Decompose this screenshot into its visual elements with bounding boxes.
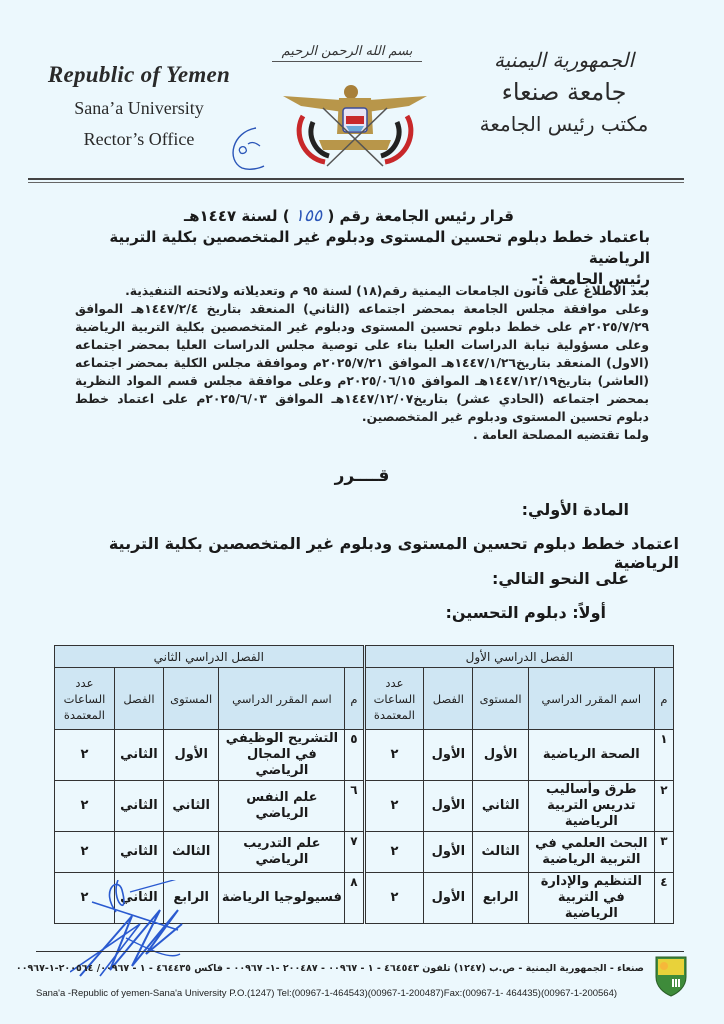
course-number: ٧ [345, 832, 364, 873]
course-semester: الثاني [114, 873, 163, 924]
arabic-letterhead [444, 48, 684, 136]
course-name: التنظيم والإدارة في التربية الرياضية [528, 873, 654, 924]
handwritten-circle-icon [224, 122, 268, 172]
column-header: اسم المقرر الدراسي [528, 668, 654, 730]
article-title: المادة الأولي: [521, 500, 629, 519]
course-name: التشريح الوظيفي في المجال الرياضي [219, 730, 345, 781]
course-level: الرابع [163, 873, 218, 924]
office-name-ar: مكتب رئيس الجامعة [479, 112, 649, 136]
course-level: الثاني [473, 781, 528, 832]
course-level: الأول [473, 730, 528, 781]
preamble-paragraph: وعلى موافقة مجلس الجامعة بمحضر اجتماعه (الثاني) المنعقد بتاريخ ١٤٤٧/٢/٤هـ الموافق ٢٠٢٥/٧/٢٩م على خطط دبلوم تحسين المستوى ودبلوم غير المتخصصين بكلية التربية الرياضية وعلى مسؤولية نيابة الدراسات العليا بناء على توصية مجلس الدراسات العليا بمحضر اجتماعه (الاول) المنعقد بتاريخ١٤٤٧/١/٢٦هـ الموافق ٢٠٢٥/٧/٢١م وموافقة مجلس الكلية بمحضر اجتماعه (العاشر) بتاريخ١٤٤٧/١٢/١٩هـ الموافق ٢٠٢٥/٠٦/١٥م وعلى موافقة مجلس قسم المواد النظرية بمحضر اجتماعه (الحادي عشر) بتاريخ١٤٤٧/١٢/٠٧هـ الموافق ٢٠٢٥/٦/٠٣م على اعتماد خطط دبلوم تحسين المستوى ودبلوم غير المتخصصين. [75, 302, 650, 424]
course-semester: الأول [424, 832, 473, 873]
course-level: الثالث [473, 832, 528, 873]
header-divider [28, 178, 684, 180]
university-logo-icon [654, 955, 688, 997]
decision-issuer: رئيس الجامعة :- [531, 270, 650, 288]
semester-header-first: الفصل الدراسي الأول [364, 646, 673, 668]
table-row [55, 730, 674, 781]
course-level: الثالث [163, 832, 218, 873]
column-header: عدد الساعات المعتمدة [55, 668, 115, 730]
table-row [55, 781, 674, 832]
university-name-ar: جامعة صنعاء [501, 78, 627, 106]
column-header: عدد الساعات المعتمدة [364, 668, 424, 730]
basmala: بسم الله الرحمن الرحيم [272, 44, 422, 62]
office-name-en: Rector’s Office [83, 129, 195, 149]
country-name-ar: الجمهورية اليمنية [493, 48, 635, 72]
decree-heading: قــــرر [334, 466, 390, 486]
footer-address-en: Sana'a -Republic of yemen-Sana'a University P.O.(1247) Tel:(00967-1-464543)(00967-1-200487)Fax:(00967-1- 464435)(00967-1-200564) [36, 988, 618, 999]
country-name-en: Republic of Yemen [47, 62, 231, 87]
decision-title-block [64, 206, 664, 290]
article-text: اعتماد خطط دبلوم تحسين المستوى ودبلوم غير المتخصصين بكلية التربية الرياضية [108, 534, 679, 572]
course-hours: ٢ [364, 832, 424, 873]
footer-address-ar: صنعاء - الجمهورية اليمنية - ص.ب (١٢٤٧) تلفون ٤٦٤٥٤٣ - ١ - ٠٠٩٦٧ - ٢٠٠٤٨٧ -١- ٠٠٩٦٧ - فاكس ٤٦٤٤٣٥ - ١ - ٠٠٩٦٧/ ٢٠٠٥٦٤-١-٠٠٩٦٧ [15, 963, 644, 974]
column-header: الفصل [424, 668, 473, 730]
preamble-paragraph: بعد الاطلاع على قانون الجامعات اليمنية رقم(١٨) لسنة ٩٥ م وتعديلاته ولائحته التنفيذية. [125, 284, 649, 298]
course-hours: ٢ [364, 730, 424, 781]
course-number: ٢ [654, 781, 673, 832]
course-semester: الأول [424, 781, 473, 832]
course-number: ٣ [654, 832, 673, 873]
course-semester: الثاني [114, 781, 163, 832]
course-number: ٦ [345, 781, 364, 832]
course-number: ١ [654, 730, 673, 781]
course-name: الصحة الرياضية [528, 730, 654, 781]
yemen-emblem-icon [283, 78, 427, 168]
decision-number: ١٥٥ [294, 206, 323, 226]
english-letterhead [24, 62, 254, 150]
table-row [55, 832, 674, 873]
decision-subject: باعتماد خطط دبلوم تحسين المستوى ودبلوم غير المتخصصين بكلية التربية الرياضية [109, 228, 650, 267]
course-name: طرق وأساليب تدريس التربية الرياضية [528, 781, 654, 832]
course-semester: الأول [424, 730, 473, 781]
course-hours: ٢ [364, 873, 424, 924]
course-level: الرابع [473, 873, 528, 924]
course-number: ٥ [345, 730, 364, 781]
course-name: علم النفس الرياضي [219, 781, 345, 832]
decision-title: قرار رئيس الجامعة رقم ( ١٥٥ ) لسنة ١٤٤٧هـ [183, 206, 514, 226]
article-subtitle: على النحو التالي: [492, 569, 629, 588]
course-hours: ٢ [55, 832, 115, 873]
semester-header-second: الفصل الدراسي الثاني [55, 646, 365, 668]
course-hours: ٢ [55, 873, 115, 924]
course-hours: ٢ [55, 730, 115, 781]
course-semester: الثاني [114, 730, 163, 781]
handwritten-reference [224, 122, 268, 172]
column-header: م [345, 668, 364, 730]
column-header: م [654, 668, 673, 730]
column-header: المستوى [473, 668, 528, 730]
university-name-en: Sana’a University [74, 98, 204, 118]
course-hours: ٢ [55, 781, 115, 832]
course-name: علم التدريب الرياضي [219, 832, 345, 873]
preamble-paragraph: ولما تقتضيه المصلحة العامة . [473, 428, 649, 442]
course-hours: ٢ [364, 781, 424, 832]
column-header: المستوى [163, 668, 218, 730]
course-name: فسيولوجيا الرياضة [219, 873, 345, 924]
preamble [75, 282, 649, 444]
section-title: أولاً: دبلوم التحسين: [445, 603, 606, 622]
header-divider-thin [28, 182, 684, 183]
footer-divider [36, 951, 684, 952]
course-semester: الثاني [114, 832, 163, 873]
column-header: اسم المقرر الدراسي [219, 668, 345, 730]
column-header: الفصل [114, 668, 163, 730]
course-number: ٨ [345, 873, 364, 924]
course-semester: الأول [424, 873, 473, 924]
course-level: الثاني [163, 781, 218, 832]
course-name: البحث العلمي في التربية الرياضية [528, 832, 654, 873]
course-level: الأول [163, 730, 218, 781]
course-number: ٤ [654, 873, 673, 924]
